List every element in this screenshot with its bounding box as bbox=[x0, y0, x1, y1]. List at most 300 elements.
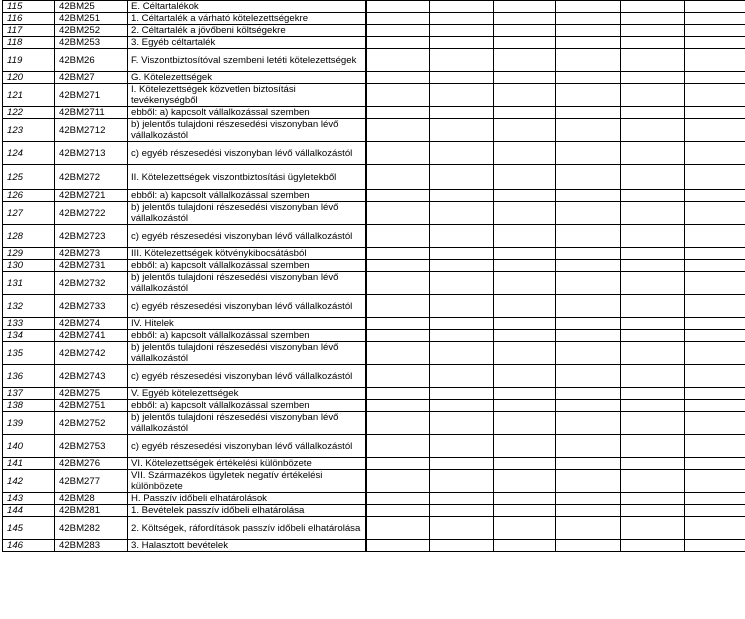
value-cell bbox=[685, 505, 745, 517]
value-cell bbox=[430, 400, 494, 412]
table-row bbox=[3, 295, 745, 318]
value-cell bbox=[366, 458, 430, 470]
value-cell bbox=[556, 260, 621, 272]
row-number: 135 bbox=[3, 342, 55, 365]
row-description: VII. Származékos ügyletek negatív értékelési különbözete bbox=[128, 470, 366, 493]
value-cell bbox=[430, 142, 494, 165]
row-description: c) egyéb részesedési viszonyban lévő vállalkozástól bbox=[128, 295, 366, 318]
table-row bbox=[3, 72, 745, 84]
value-cell bbox=[366, 400, 430, 412]
table-row bbox=[3, 318, 745, 330]
row-code: 42BM253 bbox=[55, 37, 128, 49]
value-cell bbox=[366, 84, 430, 107]
value-cell bbox=[685, 107, 745, 119]
row-description: V. Egyéb kötelezettségek bbox=[128, 388, 366, 400]
value-cell bbox=[494, 202, 556, 225]
row-description: ebből: a) kapcsolt vállalkozással szemben bbox=[128, 190, 366, 202]
value-cell bbox=[621, 142, 685, 165]
value-cell bbox=[556, 1, 621, 13]
table-row bbox=[3, 107, 745, 119]
table-row bbox=[3, 260, 745, 272]
table-row bbox=[3, 272, 745, 295]
value-cell bbox=[494, 142, 556, 165]
value-cell bbox=[556, 435, 621, 458]
row-number: 125 bbox=[3, 165, 55, 190]
value-cell bbox=[556, 107, 621, 119]
value-cell bbox=[366, 13, 430, 25]
value-cell bbox=[430, 272, 494, 295]
value-cell bbox=[685, 84, 745, 107]
row-description: G. Kötelezettségek bbox=[128, 72, 366, 84]
value-cell bbox=[494, 165, 556, 190]
value-cell bbox=[685, 470, 745, 493]
row-code: 42BM2721 bbox=[55, 190, 128, 202]
value-cell bbox=[685, 458, 745, 470]
row-description: 2. Költségek, ráfordítások passzív időbeli elhatárolása bbox=[128, 517, 366, 540]
row-code: 42BM274 bbox=[55, 318, 128, 330]
row-code: 42BM2731 bbox=[55, 260, 128, 272]
value-cell bbox=[430, 225, 494, 248]
value-cell bbox=[430, 165, 494, 190]
table-row bbox=[3, 330, 745, 342]
value-cell bbox=[494, 400, 556, 412]
value-cell bbox=[494, 272, 556, 295]
value-cell bbox=[430, 318, 494, 330]
value-cell bbox=[494, 260, 556, 272]
row-number: 144 bbox=[3, 505, 55, 517]
value-cell bbox=[366, 342, 430, 365]
value-cell bbox=[430, 540, 494, 552]
value-cell bbox=[685, 13, 745, 25]
value-cell bbox=[621, 318, 685, 330]
table-row bbox=[3, 225, 745, 248]
value-cell bbox=[494, 84, 556, 107]
value-cell bbox=[494, 342, 556, 365]
value-cell bbox=[685, 540, 745, 552]
row-number: 134 bbox=[3, 330, 55, 342]
row-number: 127 bbox=[3, 202, 55, 225]
row-code: 42BM251 bbox=[55, 13, 128, 25]
value-cell bbox=[685, 72, 745, 84]
value-cell bbox=[366, 165, 430, 190]
value-cell bbox=[556, 84, 621, 107]
value-cell bbox=[556, 72, 621, 84]
row-description: VI. Kötelezettségek értékelési különbözete bbox=[128, 458, 366, 470]
value-cell bbox=[685, 435, 745, 458]
value-cell bbox=[494, 72, 556, 84]
value-cell bbox=[430, 72, 494, 84]
value-cell bbox=[366, 142, 430, 165]
row-description: 1. Céltartalék a várható kötelezettségekre bbox=[128, 13, 366, 25]
row-code: 42BM275 bbox=[55, 388, 128, 400]
row-code: 42BM2723 bbox=[55, 225, 128, 248]
row-description: III. Kötelezettségek kötvénykibocsátásból bbox=[128, 248, 366, 260]
value-cell bbox=[621, 190, 685, 202]
row-code: 42BM2733 bbox=[55, 295, 128, 318]
row-code: 42BM282 bbox=[55, 517, 128, 540]
value-cell bbox=[430, 260, 494, 272]
row-description: b) jelentős tulajdoni részesedési viszonyban lévő vállalkozástól bbox=[128, 412, 366, 435]
row-code: 42BM2742 bbox=[55, 342, 128, 365]
value-cell bbox=[556, 412, 621, 435]
value-cell bbox=[685, 342, 745, 365]
value-cell bbox=[430, 202, 494, 225]
value-cell bbox=[621, 248, 685, 260]
row-number: 121 bbox=[3, 84, 55, 107]
row-number: 120 bbox=[3, 72, 55, 84]
table-row bbox=[3, 400, 745, 412]
value-cell bbox=[621, 165, 685, 190]
value-cell bbox=[556, 388, 621, 400]
table-row bbox=[3, 540, 745, 552]
value-cell bbox=[685, 295, 745, 318]
value-cell bbox=[685, 260, 745, 272]
value-cell bbox=[366, 119, 430, 142]
row-number: 138 bbox=[3, 400, 55, 412]
value-cell bbox=[430, 107, 494, 119]
table-row bbox=[3, 25, 745, 37]
value-cell bbox=[494, 330, 556, 342]
row-description: c) egyéb részesedési viszonyban lévő vállalkozástól bbox=[128, 365, 366, 388]
value-cell bbox=[430, 1, 494, 13]
table-row bbox=[3, 142, 745, 165]
value-cell bbox=[366, 330, 430, 342]
value-cell bbox=[494, 25, 556, 37]
value-cell bbox=[430, 13, 494, 25]
table-body bbox=[3, 1, 745, 552]
row-description: b) jelentős tulajdoni részesedési viszonyban lévő vállalkozástól bbox=[128, 342, 366, 365]
value-cell bbox=[494, 435, 556, 458]
value-cell bbox=[430, 388, 494, 400]
value-cell bbox=[430, 458, 494, 470]
value-cell bbox=[494, 37, 556, 49]
row-description: E. Céltartalékok bbox=[128, 1, 366, 13]
value-cell bbox=[556, 330, 621, 342]
value-cell bbox=[494, 412, 556, 435]
value-cell bbox=[494, 388, 556, 400]
row-code: 42BM252 bbox=[55, 25, 128, 37]
value-cell bbox=[430, 412, 494, 435]
value-cell bbox=[685, 365, 745, 388]
value-cell bbox=[366, 72, 430, 84]
value-cell bbox=[621, 13, 685, 25]
value-cell bbox=[430, 470, 494, 493]
balance-sheet-table bbox=[2, 0, 745, 552]
value-cell bbox=[685, 248, 745, 260]
row-number: 117 bbox=[3, 25, 55, 37]
value-cell bbox=[621, 505, 685, 517]
value-cell bbox=[494, 49, 556, 72]
value-cell bbox=[366, 540, 430, 552]
value-cell bbox=[621, 260, 685, 272]
value-cell bbox=[366, 412, 430, 435]
value-cell bbox=[685, 493, 745, 505]
table-row bbox=[3, 388, 745, 400]
value-cell bbox=[621, 225, 685, 248]
value-cell bbox=[556, 400, 621, 412]
table-row bbox=[3, 84, 745, 107]
row-code: 42BM273 bbox=[55, 248, 128, 260]
table-row bbox=[3, 342, 745, 365]
value-cell bbox=[685, 1, 745, 13]
value-cell bbox=[621, 49, 685, 72]
table-row bbox=[3, 165, 745, 190]
table-row bbox=[3, 470, 745, 493]
value-cell bbox=[366, 190, 430, 202]
value-cell bbox=[494, 248, 556, 260]
value-cell bbox=[366, 49, 430, 72]
row-code: 42BM2722 bbox=[55, 202, 128, 225]
table-row bbox=[3, 365, 745, 388]
value-cell bbox=[366, 107, 430, 119]
value-cell bbox=[556, 202, 621, 225]
table-row bbox=[3, 190, 745, 202]
row-number: 139 bbox=[3, 412, 55, 435]
value-cell bbox=[366, 318, 430, 330]
value-cell bbox=[556, 342, 621, 365]
value-cell bbox=[685, 225, 745, 248]
value-cell bbox=[494, 1, 556, 13]
value-cell bbox=[685, 412, 745, 435]
value-cell bbox=[556, 119, 621, 142]
value-cell bbox=[621, 493, 685, 505]
value-cell bbox=[685, 388, 745, 400]
value-cell bbox=[556, 248, 621, 260]
value-cell bbox=[621, 202, 685, 225]
row-number: 133 bbox=[3, 318, 55, 330]
value-cell bbox=[366, 295, 430, 318]
value-cell bbox=[494, 190, 556, 202]
row-code: 42BM2712 bbox=[55, 119, 128, 142]
value-cell bbox=[494, 458, 556, 470]
value-cell bbox=[366, 225, 430, 248]
row-code: 42BM2753 bbox=[55, 435, 128, 458]
value-cell bbox=[366, 248, 430, 260]
row-description: 1. Bevételek passzív időbeli elhatárolása bbox=[128, 505, 366, 517]
value-cell bbox=[685, 165, 745, 190]
value-cell bbox=[494, 365, 556, 388]
row-number: 143 bbox=[3, 493, 55, 505]
row-code: 42BM28 bbox=[55, 493, 128, 505]
value-cell bbox=[685, 25, 745, 37]
row-number: 129 bbox=[3, 248, 55, 260]
value-cell bbox=[366, 272, 430, 295]
value-cell bbox=[556, 37, 621, 49]
value-cell bbox=[494, 119, 556, 142]
row-code: 42BM2713 bbox=[55, 142, 128, 165]
value-cell bbox=[685, 400, 745, 412]
value-cell bbox=[494, 225, 556, 248]
row-code: 42BM277 bbox=[55, 470, 128, 493]
row-number: 116 bbox=[3, 13, 55, 25]
row-number: 131 bbox=[3, 272, 55, 295]
row-description: ebből: a) kapcsolt vállalkozással szemben bbox=[128, 260, 366, 272]
value-cell bbox=[430, 365, 494, 388]
value-cell bbox=[621, 540, 685, 552]
row-description: I. Kötelezettségek közvetlen biztosítási tevékenységből bbox=[128, 84, 366, 107]
value-cell bbox=[556, 272, 621, 295]
row-description: 3. Egyéb céltartalék bbox=[128, 37, 366, 49]
value-cell bbox=[494, 295, 556, 318]
value-cell bbox=[556, 13, 621, 25]
row-number: 140 bbox=[3, 435, 55, 458]
value-cell bbox=[621, 295, 685, 318]
row-code: 42BM283 bbox=[55, 540, 128, 552]
row-code: 42BM272 bbox=[55, 165, 128, 190]
table-row bbox=[3, 49, 745, 72]
row-description: ebből: a) kapcsolt vállalkozással szemben bbox=[128, 107, 366, 119]
value-cell bbox=[366, 1, 430, 13]
row-number: 141 bbox=[3, 458, 55, 470]
value-cell bbox=[494, 517, 556, 540]
value-cell bbox=[430, 119, 494, 142]
value-cell bbox=[685, 272, 745, 295]
value-cell bbox=[556, 540, 621, 552]
value-cell bbox=[556, 458, 621, 470]
value-cell bbox=[366, 365, 430, 388]
row-number: 122 bbox=[3, 107, 55, 119]
table-row bbox=[3, 13, 745, 25]
table-row bbox=[3, 517, 745, 540]
value-cell bbox=[494, 493, 556, 505]
table-row bbox=[3, 412, 745, 435]
row-number: 137 bbox=[3, 388, 55, 400]
row-description: 3. Halasztott bevételek bbox=[128, 540, 366, 552]
value-cell bbox=[430, 493, 494, 505]
value-cell bbox=[366, 517, 430, 540]
value-cell bbox=[621, 37, 685, 49]
row-number: 146 bbox=[3, 540, 55, 552]
value-cell bbox=[430, 505, 494, 517]
value-cell bbox=[621, 470, 685, 493]
value-cell bbox=[430, 330, 494, 342]
row-number: 115 bbox=[3, 1, 55, 13]
value-cell bbox=[685, 119, 745, 142]
value-cell bbox=[621, 119, 685, 142]
value-cell bbox=[494, 540, 556, 552]
value-cell bbox=[430, 295, 494, 318]
value-cell bbox=[366, 493, 430, 505]
row-code: 42BM26 bbox=[55, 49, 128, 72]
value-cell bbox=[430, 37, 494, 49]
value-cell bbox=[685, 190, 745, 202]
value-cell bbox=[366, 202, 430, 225]
value-cell bbox=[556, 190, 621, 202]
value-cell bbox=[556, 225, 621, 248]
value-cell bbox=[685, 517, 745, 540]
row-description: c) egyéb részesedési viszonyban lévő vállalkozástól bbox=[128, 142, 366, 165]
row-number: 130 bbox=[3, 260, 55, 272]
value-cell bbox=[494, 13, 556, 25]
value-cell bbox=[556, 25, 621, 37]
value-cell bbox=[685, 330, 745, 342]
value-cell bbox=[621, 272, 685, 295]
row-code: 42BM276 bbox=[55, 458, 128, 470]
row-code: 42BM2741 bbox=[55, 330, 128, 342]
value-cell bbox=[430, 435, 494, 458]
value-cell bbox=[366, 435, 430, 458]
row-number: 128 bbox=[3, 225, 55, 248]
value-cell bbox=[685, 49, 745, 72]
row-code: 42BM2711 bbox=[55, 107, 128, 119]
value-cell bbox=[621, 1, 685, 13]
value-cell bbox=[621, 517, 685, 540]
row-number: 126 bbox=[3, 190, 55, 202]
table-row bbox=[3, 202, 745, 225]
row-number: 136 bbox=[3, 365, 55, 388]
value-cell bbox=[556, 318, 621, 330]
table-row bbox=[3, 493, 745, 505]
value-cell bbox=[621, 107, 685, 119]
row-description: c) egyéb részesedési viszonyban lévő vállalkozástól bbox=[128, 435, 366, 458]
row-number: 142 bbox=[3, 470, 55, 493]
row-code: 42BM271 bbox=[55, 84, 128, 107]
value-cell bbox=[556, 49, 621, 72]
table-row bbox=[3, 435, 745, 458]
value-cell bbox=[556, 493, 621, 505]
value-cell bbox=[685, 142, 745, 165]
value-cell bbox=[366, 470, 430, 493]
value-cell bbox=[366, 37, 430, 49]
row-description: b) jelentős tulajdoni részesedési viszonyban lévő vállalkozástól bbox=[128, 202, 366, 225]
row-description: ebből: a) kapcsolt vállalkozással szemben bbox=[128, 400, 366, 412]
row-number: 132 bbox=[3, 295, 55, 318]
row-description: F. Viszontbiztosítóval szembeni letéti kötelezettségek bbox=[128, 49, 366, 72]
value-cell bbox=[494, 470, 556, 493]
value-cell bbox=[430, 49, 494, 72]
row-code: 42BM27 bbox=[55, 72, 128, 84]
table-row bbox=[3, 505, 745, 517]
table-row bbox=[3, 37, 745, 49]
row-number: 119 bbox=[3, 49, 55, 72]
value-cell bbox=[494, 318, 556, 330]
value-cell bbox=[621, 400, 685, 412]
row-description: c) egyéb részesedési viszonyban lévő vállalkozástól bbox=[128, 225, 366, 248]
value-cell bbox=[366, 25, 430, 37]
value-cell bbox=[366, 388, 430, 400]
row-description: ebből: a) kapcsolt vállalkozással szemben bbox=[128, 330, 366, 342]
row-description: b) jelentős tulajdoni részesedési viszonyban lévő vállalkozástól bbox=[128, 272, 366, 295]
value-cell bbox=[556, 295, 621, 318]
row-code: 42BM2752 bbox=[55, 412, 128, 435]
row-description: H. Passzív időbeli elhatárolások bbox=[128, 493, 366, 505]
value-cell bbox=[430, 248, 494, 260]
row-code: 42BM25 bbox=[55, 1, 128, 13]
value-cell bbox=[621, 365, 685, 388]
row-code: 42BM2751 bbox=[55, 400, 128, 412]
value-cell bbox=[556, 142, 621, 165]
value-cell bbox=[430, 190, 494, 202]
value-cell bbox=[556, 365, 621, 388]
value-cell bbox=[430, 25, 494, 37]
value-cell bbox=[621, 435, 685, 458]
row-code: 42BM2732 bbox=[55, 272, 128, 295]
value-cell bbox=[556, 505, 621, 517]
value-cell bbox=[366, 260, 430, 272]
value-cell bbox=[556, 517, 621, 540]
row-description: 2. Céltartalék a jövőbeni költségekre bbox=[128, 25, 366, 37]
value-cell bbox=[621, 25, 685, 37]
value-cell bbox=[430, 517, 494, 540]
row-number: 145 bbox=[3, 517, 55, 540]
value-cell bbox=[556, 165, 621, 190]
row-number: 118 bbox=[3, 37, 55, 49]
value-cell bbox=[430, 84, 494, 107]
table-row bbox=[3, 119, 745, 142]
value-cell bbox=[685, 202, 745, 225]
table-row bbox=[3, 1, 745, 13]
value-cell bbox=[685, 37, 745, 49]
